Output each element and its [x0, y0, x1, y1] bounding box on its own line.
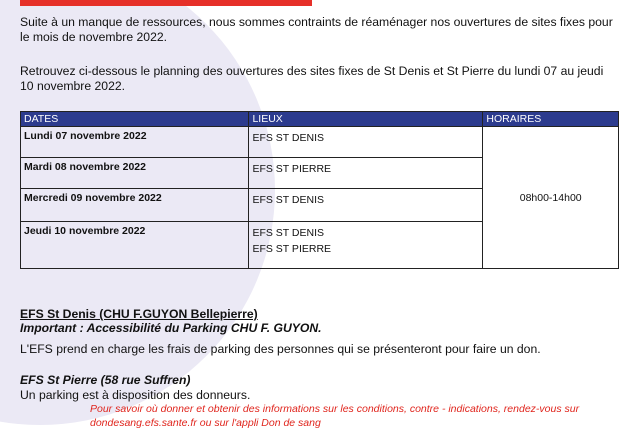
info-note: Pour savoir où donner et obtenir des informations sur les conditions, contre - indications, rendez-vous sur dondesang.efs.sante.fr ou sur l'appli Don de sang [90, 403, 580, 429]
intro-paragraph-2: Retrouvez ci-dessous le planning des ouvertures des sites fixes de St Denis et St Pierre du lundi 07 au jeudi 10 novembre 2022. [20, 64, 604, 93]
header-horaires: HORAIRES [483, 112, 619, 127]
header-lieux: LIEUX [249, 112, 483, 127]
lieu-item: EFS ST DENIS [252, 194, 325, 206]
site-important-note: Important : Accessibilité du Parking CHU F. GUYON. [20, 321, 322, 335]
row-lieux [249, 127, 483, 158]
row-lieux [249, 222, 483, 269]
row-date: Lundi 07 novembre 2022 [21, 127, 249, 158]
row-date: Mardi 08 novembre 2022 [21, 158, 249, 189]
row-date: Mercredi 09 novembre 2022 [21, 189, 249, 222]
site-text-st-denis: L'EFS prend en charge les frais de parking des personnes qui se présenteront pour faire un don. [20, 342, 541, 356]
intro-paragraph-1: Suite à un manque de ressources, nous sommes contraints de réaménager nos ouvertures de sites fixes pour le mois de novembre 2022. [20, 15, 613, 44]
lieu-item: EFS ST PIERRE [252, 163, 332, 175]
row-date: Jeudi 10 novembre 2022 [21, 222, 249, 269]
table-row [21, 127, 619, 158]
site-text-st-pierre: Un parking est à disposition des donneurs. [20, 388, 251, 402]
lieu-item: EFS ST DENIS [252, 227, 325, 239]
site-title-st-pierre: EFS St Pierre (58 rue Suffren) [20, 373, 191, 387]
row-lieux [249, 189, 483, 222]
site-title-st-denis: EFS St Denis (CHU F.GUYON Bellepierre) [20, 307, 258, 321]
lieu-item: EFS ST PIERRE [252, 243, 332, 255]
lieu-item: EFS ST DENIS [252, 132, 325, 144]
row-lieux [249, 158, 483, 189]
horaires-cell: 08h00-14h00 [483, 127, 619, 269]
table-header-row [21, 112, 619, 127]
header-dates: DATES [21, 112, 249, 127]
planning-table [20, 111, 619, 269]
